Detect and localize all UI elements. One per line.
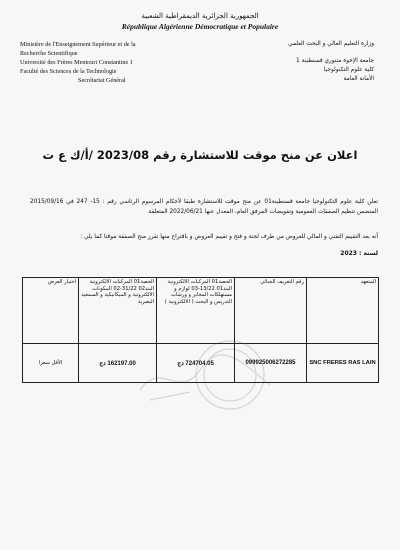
faculty-line-ar: كلية علوم التكنولوجيا bbox=[323, 67, 374, 73]
header-choice: اختيار العرض bbox=[23, 278, 79, 344]
year-line: لسنة : 2023 bbox=[340, 250, 378, 257]
header-right-block bbox=[204, 40, 374, 84]
header-nif: رقم التعريف الجبائي bbox=[235, 278, 307, 344]
faculty-line: Faculté des Sciences de la Technologie bbox=[20, 68, 117, 75]
decision-paragraph: أنه بعد التقييم التقني و المالي للعروض من طرف لجنة و فتح و تقييم العروض و باقتراح منها تقرر منح الصفقة موقتا كما يلي : bbox=[80, 234, 378, 240]
cell-nif: 099925006272285 bbox=[235, 344, 307, 383]
university-line: Université des Frères Mentouri Constantine 1 bbox=[20, 59, 133, 66]
header-left-block bbox=[20, 40, 200, 85]
ministry-line-1: Ministère de l'Enseignement Supérieur et de la bbox=[20, 41, 136, 48]
ministry-line-2: Recherche Scientifique bbox=[20, 50, 78, 57]
ministry-line-ar: وزارة التعليم العالي و البحث العلمي bbox=[288, 41, 374, 47]
republic-arabic: الجمهورية الجزائرية الديمقراطية الشعبية bbox=[141, 12, 259, 20]
cell-amount-2: 162197.00 دج bbox=[79, 344, 157, 383]
cell-choice: الأقل سعرا bbox=[23, 344, 79, 383]
cell-amount-1: 724704.05 دج bbox=[157, 344, 235, 383]
republic-french: République Algérienne Démocratique et Populaire bbox=[121, 22, 279, 31]
header-lot-item-1: الحصة01 المركبات الالكترونية البند01 13/22-03 لوازم و مستهلكات المخابر و ورشات التدريس و البحث ( الالكترونية ) bbox=[157, 278, 235, 344]
announcement-title: اعلان عن منح موقت للاستشارة رقم 2023/08 /أ/ك ع ت bbox=[42, 148, 358, 162]
header-bidder: المتعهد bbox=[307, 278, 379, 344]
secretariat-line-ar: الأمانة العامة bbox=[343, 76, 374, 82]
official-stamp-icon bbox=[120, 330, 280, 420]
secretariat-line: Secrétariat Général bbox=[78, 77, 126, 84]
intro-paragraph: تعلن كلية علوم التكنولوجيا جامعة قسنطينة01 عن منح موقت للاستشارة طبقا لأحكام المرسوم الرئاسي رقم : 15- 247 في 2015/09/16 المتضمن تنظيم الصفقات العمومية وتفويضات المرفق العام، المعدل عنها 2022/06/21 المتعلقة bbox=[30, 199, 379, 215]
cell-bidder: SNC FRERES RAS LAIN bbox=[307, 344, 379, 383]
header-lot-item-2: الحصة01 المركبات الالكترونية البند02 31/22-02 المكونات الالكترونية و الميكانيكية و السمعية البصرية bbox=[79, 278, 157, 344]
university-line-ar: جامعة الإخوة منتوري قسنطينة 1 bbox=[296, 58, 374, 64]
